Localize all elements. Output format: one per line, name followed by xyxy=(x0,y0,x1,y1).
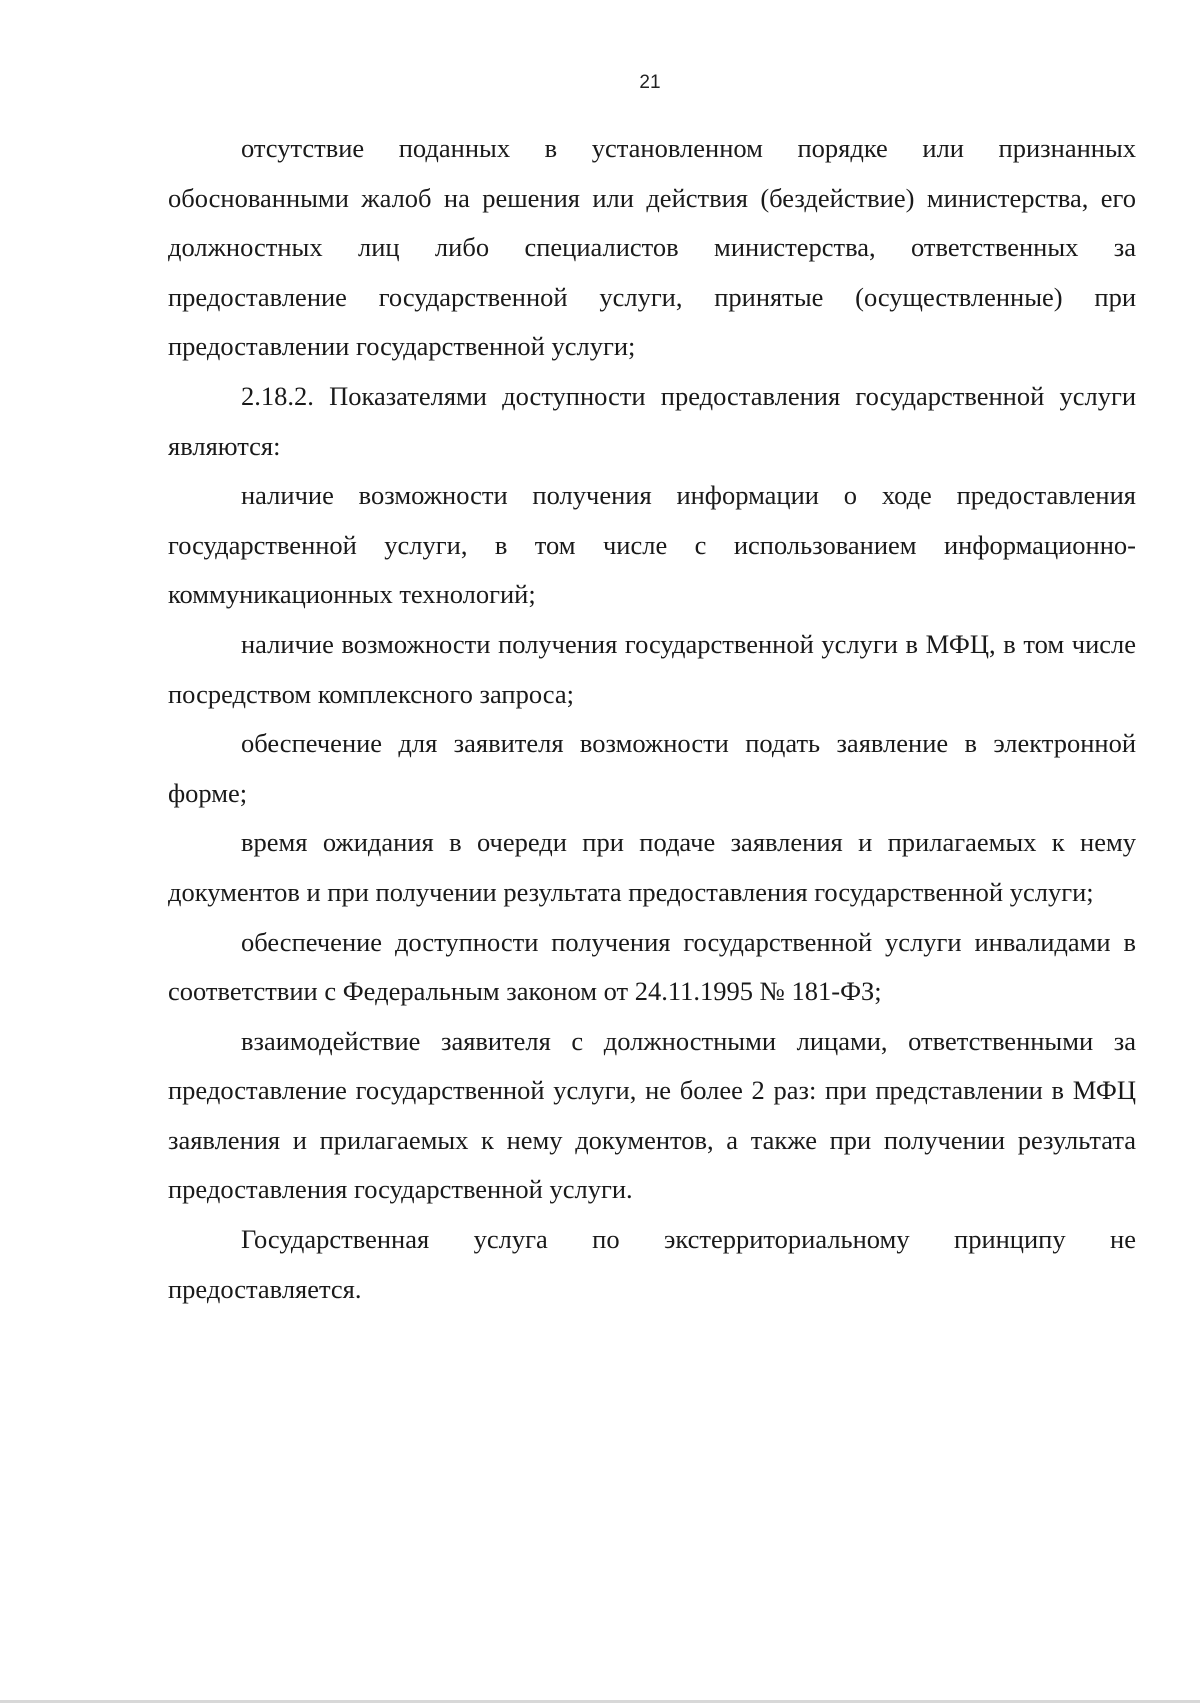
page-number: 21 xyxy=(639,72,661,93)
paragraph-extraterritorial: Государственная услуга по экстерриториальному принципу не предоставляется. xyxy=(168,1224,1136,1304)
paragraph-progress-information: наличие возможности получения информации о ходе предоставления государственной услуги, в том числе с использованием информационно-коммуникационных технологий; xyxy=(168,480,1136,610)
paragraph-queue-waiting-time: время ожидания в очереди при подаче заявления и прилагаемых к нему документов и при получении результата предоставления государственной услуги; xyxy=(168,827,1136,907)
paragraph-official-interaction: взаимодействие заявителя с должностными лицами, ответственными за предоставление государственной услуги, не более 2 раз: при представлении в МФЦ заявления и прилагаемых к нему документов, а также при получении результата предоставления государственной услуги. xyxy=(168,1025,1136,1205)
paragraph-accessibility-indicators-heading: 2.18.2. Показателями доступности предоставления государственной услуги являются: xyxy=(168,380,1136,461)
paragraph-mfc-availability: наличие возможности получения государственной услуги в МФЦ, в том числе посредством комплексного запроса; xyxy=(168,628,1136,709)
paragraph-complaints-absence: отсутствие поданных в установленном порядке или признанных обоснованными жалоб на решения или действия (бездействие) министерства, его должностных лиц либо специалистов министерства, ответственных за предоставление государственной услуги, принятые (осуществленные) при предоставлении государственной услуги; xyxy=(168,133,1136,362)
paragraph-electronic-application: обеспечение для заявителя возможности подать заявление в электронной форме; xyxy=(168,728,1136,808)
paragraph-disability-accessibility: обеспечение доступности получения государственной услуги инвалидами в соответствии с Федеральным законом от 24.11.1995 № 181-ФЗ; xyxy=(168,926,1136,1007)
document-body xyxy=(168,124,1136,1314)
